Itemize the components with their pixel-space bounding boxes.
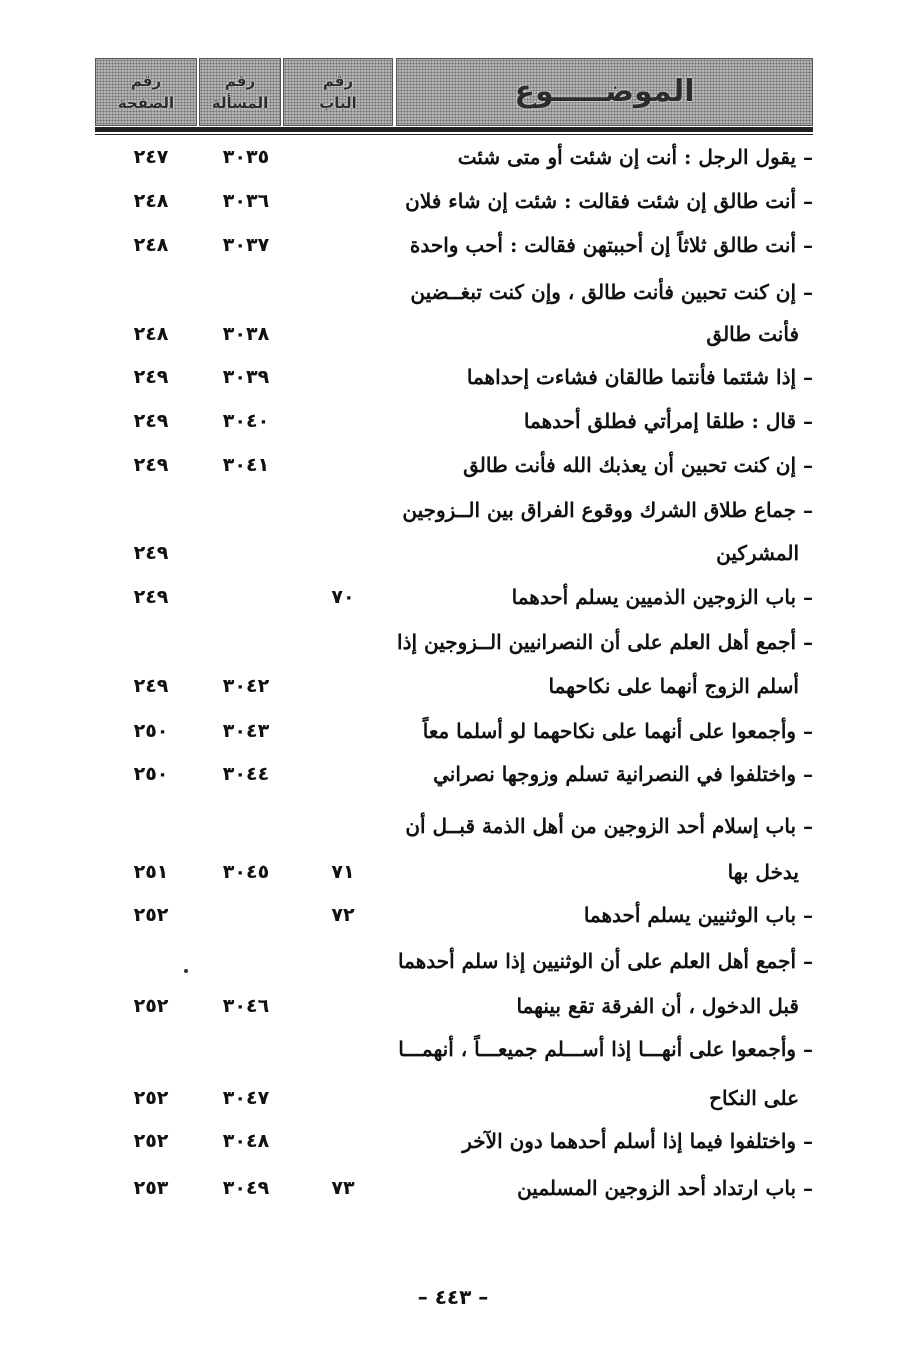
- stray-dot: [184, 969, 188, 973]
- page-cell: ٢٤٨: [133, 234, 169, 256]
- topic-cell: – قال : طلقا إمرأتي فطلق أحدهما: [523, 409, 813, 433]
- chapter-cell: [303, 1027, 383, 1071]
- header-topic-label: الموضـــــوع: [514, 74, 695, 109]
- chapter-cell: [303, 179, 383, 223]
- chapter-cell: [303, 1119, 383, 1163]
- chapter-cell: ٧٢: [331, 904, 355, 926]
- issue-cell: ٣٠٤٧: [222, 1087, 270, 1109]
- table-row: [0, 620, 906, 664]
- page-cell: [106, 620, 196, 664]
- issue-cell: ٣٠٤٩: [222, 1177, 270, 1199]
- issue-cell: [198, 893, 294, 937]
- chapter-cell: [303, 804, 383, 848]
- page-cell: [106, 804, 196, 848]
- header-page-number: [95, 58, 197, 126]
- issue-cell: ٣٠٤٨: [222, 1130, 270, 1152]
- header-chapter-line1: رقم: [322, 72, 354, 90]
- issue-cell: ٣٠٣٥: [222, 146, 270, 168]
- topic-cell: فأنت طالق: [706, 322, 799, 346]
- chapter-cell: [303, 531, 383, 575]
- header-chapter-line2: الباب: [319, 94, 357, 112]
- page-cell: ٢٤٨: [133, 323, 169, 345]
- issue-cell: [198, 575, 294, 619]
- issue-cell: ٣٠٤٢: [222, 675, 270, 697]
- page-cell: ٢٤٩: [133, 542, 169, 564]
- chapter-cell: [303, 664, 383, 708]
- issue-cell: ٣٠٤٣: [222, 720, 270, 742]
- topic-cell: – أجمع أهل العلم على أن الوثنيين إذا سلم أحدهما: [398, 949, 813, 973]
- chapter-cell: ٧١: [331, 861, 355, 883]
- header-topic: [396, 58, 813, 126]
- issue-cell: ٣٠٤٦: [222, 995, 270, 1017]
- page-cell: ٢٤٩: [133, 454, 169, 476]
- table-row: [0, 312, 906, 356]
- table-row: [0, 939, 906, 983]
- chapter-cell: [303, 399, 383, 443]
- page-cell: ٢٥١: [133, 861, 169, 883]
- issue-cell: [198, 1027, 294, 1071]
- page-cell: ٢٤٧: [133, 146, 169, 168]
- issue-cell: ٣٠٤٥: [222, 861, 270, 883]
- issue-cell: [198, 620, 294, 664]
- topic-cell: – إن كنت تحبين فأنت طالق ، وإن كنت تبغــضين: [410, 280, 813, 304]
- table-row: [0, 1027, 906, 1071]
- issue-cell: [198, 939, 294, 983]
- topic-cell: قبل الدخول ، أن الفرقة تقع بينهما: [516, 994, 799, 1018]
- chapter-cell: [303, 312, 383, 356]
- chapter-cell: [303, 270, 383, 314]
- page-cell: ٢٥٠: [133, 720, 169, 742]
- topic-cell: – باب الوثنيين يسلم أحدهما: [583, 903, 813, 927]
- topic-cell: أسلم الزوج أنهما على نكاحهما: [548, 674, 799, 698]
- chapter-cell: ٧٠: [331, 586, 355, 608]
- table-row: [0, 488, 906, 532]
- issue-cell: [198, 270, 294, 314]
- table-row: [0, 223, 906, 267]
- table-row: [0, 709, 906, 753]
- chapter-cell: [303, 752, 383, 796]
- table-row: [0, 752, 906, 796]
- table-row: [0, 355, 906, 399]
- topic-cell: – واختلفوا في النصرانية تسلم وزوجها نصراني: [433, 762, 813, 786]
- chapter-cell: [303, 488, 383, 532]
- page-cell: ٢٥٢: [133, 1087, 169, 1109]
- issue-cell: ٣٠٤٤: [222, 763, 270, 785]
- topic-cell: – وأجمعوا على أنهما على نكاحهما لو أسلما معاً: [422, 719, 813, 743]
- chapter-cell: [303, 443, 383, 487]
- chapter-cell: ٧٣: [331, 1177, 355, 1199]
- page-cell: ٢٤٩: [133, 366, 169, 388]
- page-cell: [106, 939, 196, 983]
- header-page-line2: الصفحة: [117, 94, 175, 112]
- topic-cell: – واختلفوا فيما إذا أسلم أحدهما دون الآخر: [462, 1129, 813, 1153]
- topic-cell: – أجمع أهل العلم على أن النصرانيين الــزوجين إذا: [397, 630, 813, 654]
- table-row: [0, 804, 906, 848]
- table-row: [0, 270, 906, 314]
- page-number: – ٤٤٣ –: [417, 1285, 489, 1309]
- table-row: [0, 399, 906, 443]
- issue-cell: ٣٠٣٦: [222, 190, 270, 212]
- header-page-line1: رقم: [130, 72, 162, 90]
- topic-cell: يدخل بها: [727, 860, 799, 884]
- topic-cell: – يقول الرجل : أنت إن شئت أو متى شئت: [457, 145, 813, 169]
- issue-cell: ٣٠٣٧: [222, 234, 270, 256]
- page-cell: ٢٥٢: [133, 904, 169, 926]
- chapter-cell: [303, 355, 383, 399]
- page-cell: [106, 488, 196, 532]
- table-row: [0, 135, 906, 179]
- page-cell: ٢٥٢: [133, 1130, 169, 1152]
- topic-cell: – أنت طالق ثلاثاً إن أحببتهن فقالت : أحب واحدة: [409, 233, 813, 257]
- topic-cell: – باب إسلام أحد الزوجين من أهل الذمة قبــل أن: [405, 814, 813, 838]
- chapter-cell: [303, 223, 383, 267]
- table-row: [0, 1166, 906, 1210]
- chapter-cell: [303, 1076, 383, 1120]
- topic-cell: – أنت طالق إن شئت فقالت : شئت إن شاء فلان: [405, 189, 813, 213]
- topic-cell: المشركين: [716, 541, 799, 565]
- table-row: [0, 179, 906, 223]
- topic-cell: – جماع طلاق الشرك ووقوع الفراق بين الــزوجين: [402, 498, 813, 522]
- issue-cell: [198, 804, 294, 848]
- issue-cell: ٣٠٤٠: [222, 410, 270, 432]
- table-header: [95, 58, 813, 126]
- issue-cell: ٣٠٣٨: [222, 323, 270, 345]
- topic-cell: – إن كنت تحبين أن يعذبك الله فأنت طالق: [463, 453, 813, 477]
- chapter-cell: [303, 939, 383, 983]
- page-cell: [106, 1027, 196, 1071]
- header-issue-line1: رقم: [224, 72, 256, 90]
- chapter-cell: [303, 135, 383, 179]
- header-issue-line2: المسألة: [211, 94, 269, 112]
- header-chapter-number: [283, 58, 393, 126]
- issue-cell: ٣٠٤١: [222, 454, 270, 476]
- header-thick-rule: [95, 127, 813, 132]
- chapter-cell: [303, 709, 383, 753]
- page-cell: ٢٥٠: [133, 763, 169, 785]
- table-row: [0, 531, 906, 575]
- table-row: [0, 984, 906, 1028]
- topic-cell: – باب الزوجين الذميين يسلم أحدهما: [511, 585, 813, 609]
- page-cell: ٢٤٩: [133, 410, 169, 432]
- topic-cell: – إذا شئتما فأنتما طالقان فشاءت إحداهما: [466, 365, 813, 389]
- page-cell: ٢٥٢: [133, 995, 169, 1017]
- table-row: [0, 575, 906, 619]
- table-row: [0, 664, 906, 708]
- page-cell: ٢٤٩: [133, 586, 169, 608]
- topic-cell: – باب ارتداد أحد الزوجين المسلمين: [517, 1176, 813, 1200]
- issue-cell: [198, 531, 294, 575]
- table-row: [0, 1076, 906, 1120]
- page-cell: [106, 270, 196, 314]
- topic-cell: – وأجمعوا على أنهـــا إذا أســـلم جميعـــاً ، أنهمـــا: [398, 1037, 813, 1061]
- page-cell: ٢٥٣: [133, 1177, 169, 1199]
- issue-cell: ٣٠٣٩: [222, 366, 270, 388]
- issue-cell: [198, 488, 294, 532]
- table-row: [0, 1119, 906, 1163]
- chapter-cell: [303, 984, 383, 1028]
- page-cell: ٢٤٨: [133, 190, 169, 212]
- chapter-cell: [303, 620, 383, 664]
- header-issue-number: [199, 58, 281, 126]
- topic-cell: على النكاح: [709, 1086, 799, 1110]
- table-row: [0, 893, 906, 937]
- page-cell: ٢٤٩: [133, 675, 169, 697]
- table-row: [0, 850, 906, 894]
- table-row: [0, 443, 906, 487]
